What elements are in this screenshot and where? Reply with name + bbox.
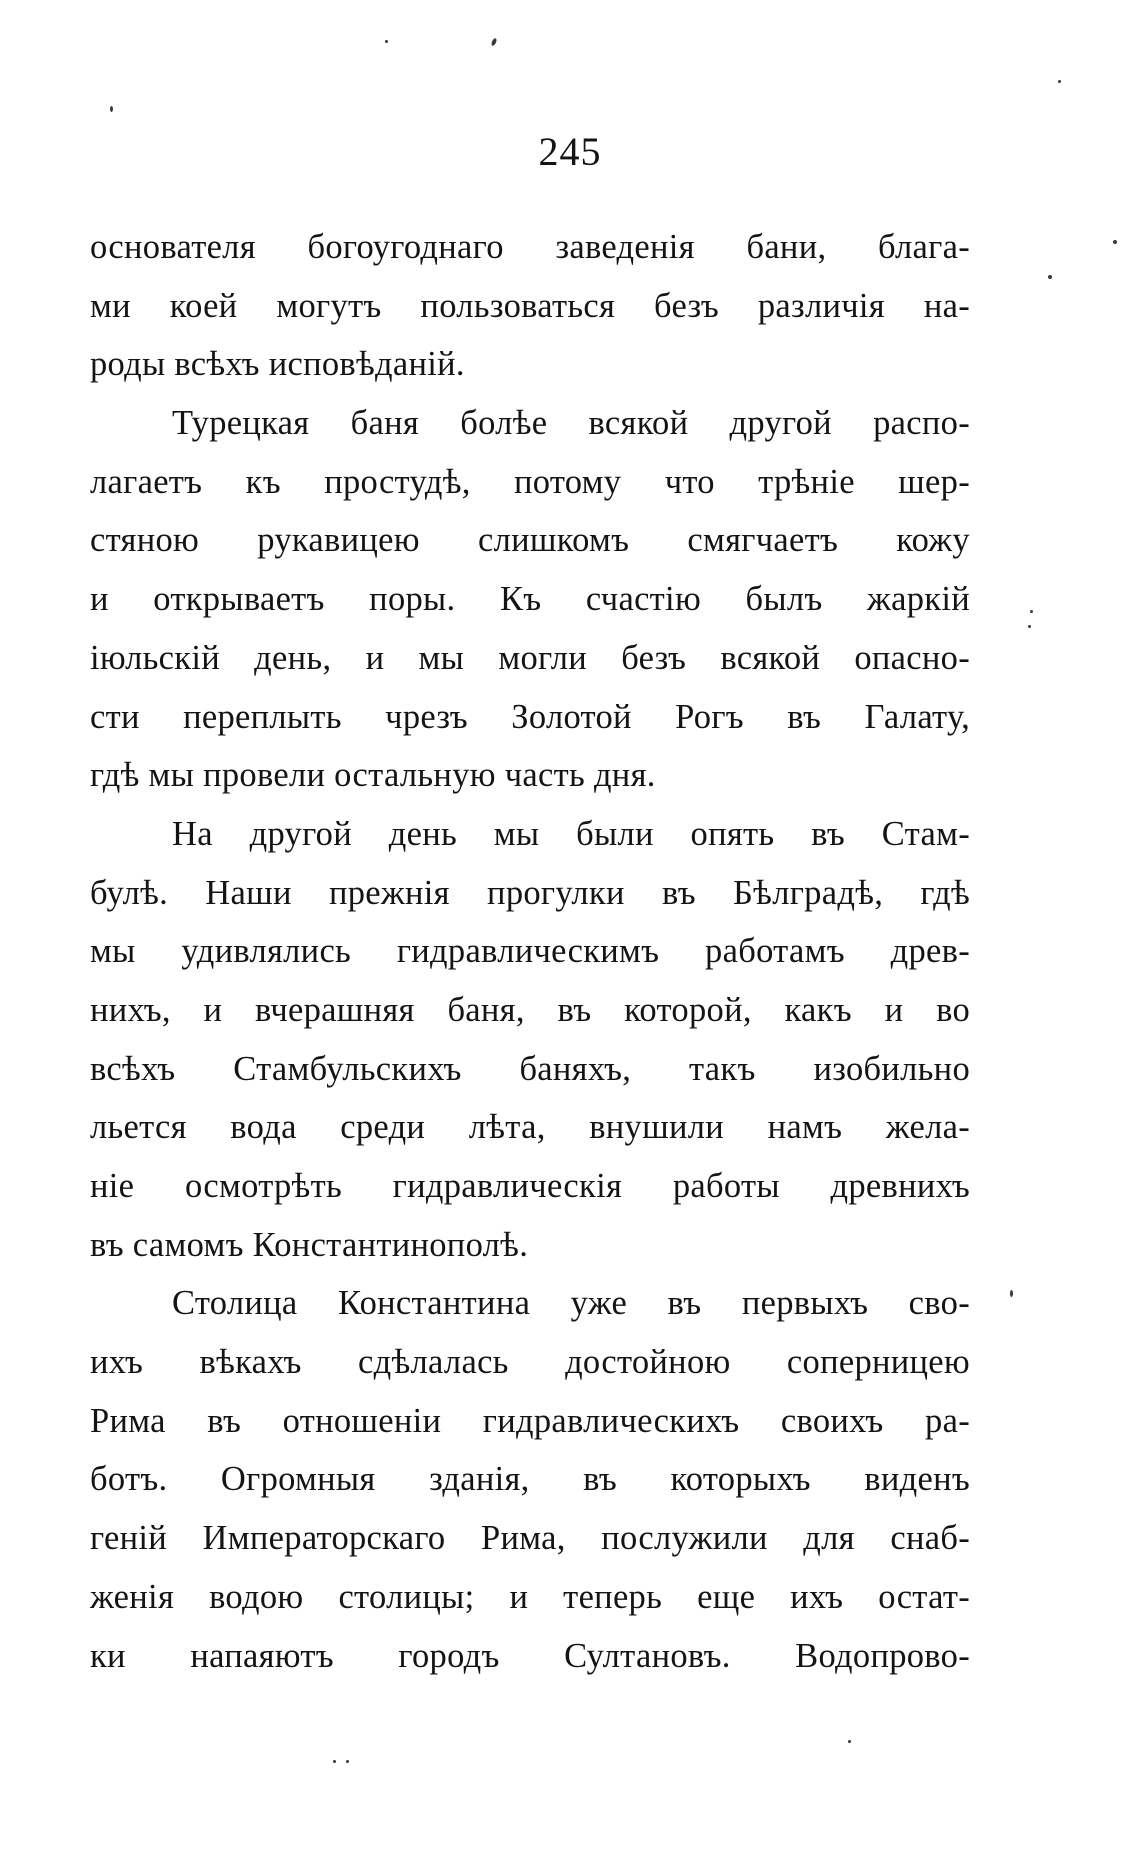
page-number: 245: [538, 129, 602, 174]
scan-speck: [848, 1740, 851, 1743]
scan-speck: [110, 106, 113, 112]
text-line: роды всѣхъ исповѣданій.: [90, 345, 465, 384]
text-line: На другой день мы были опять въ Стам-: [172, 814, 970, 853]
text-line: въ самомъ Константинополѣ.: [90, 1225, 529, 1264]
text-line: Рима въ отношеніи гидравлическихъ своихъ ра-: [90, 1401, 970, 1440]
text-line: лагаетъ къ простудѣ, потому что трѣніе шер-: [90, 462, 970, 501]
scan-speck: [1058, 80, 1061, 83]
text-line: ки напаяютъ городъ Султановъ. Водопрово-: [90, 1636, 970, 1675]
scan-speck: [1030, 610, 1033, 613]
text-line: Столица Константина уже въ первыхъ сво-: [172, 1284, 970, 1323]
scan-speck: [1010, 1290, 1013, 1297]
scan-speck: [1113, 240, 1117, 244]
text-line: стяною рукавицею слишкомъ смягчаетъ кожу: [90, 521, 970, 560]
scan-speck: [1048, 275, 1052, 279]
scan-speck: [490, 38, 497, 47]
text-line: іюльскій день, и мы могли безъ всякой опасно-: [90, 638, 970, 677]
text-line: ми коей могутъ пользоваться безъ различія на-: [90, 286, 970, 325]
text-line: нихъ, и вчерашняя баня, въ которой, какъ и во: [90, 990, 970, 1029]
text-line: ботъ. Огромныя зданія, въ которыхъ виденъ: [90, 1460, 970, 1499]
scan-speck: [1028, 625, 1031, 628]
scan-speck: [333, 1760, 336, 1763]
text-line: булѣ. Наши прежнія прогулки въ Бѣлградѣ, гдѣ: [90, 873, 970, 912]
scan-speck: [346, 1760, 349, 1763]
text-line: ихъ вѣкахъ сдѣлалась достойною соперницею: [90, 1343, 970, 1382]
text-line: геній Императорскаго Рима, послужили для снаб-: [90, 1519, 970, 1558]
body-text: [90, 218, 970, 1685]
text-line: и открываетъ поры. Къ счастію былъ жаркій: [90, 580, 970, 619]
scan-speck: [385, 40, 388, 43]
text-line: мы удивлялись гидравлическимъ работамъ древ-: [90, 932, 970, 971]
text-line: льется вода среди лѣта, внушили намъ жела-: [90, 1108, 970, 1147]
text-line: ніе осмотрѣть гидравлическія работы древнихъ: [90, 1167, 970, 1205]
text-line: сти переплыть чрезъ Золотой Рогъ въ Галату,: [90, 697, 970, 736]
text-line: всѣхъ Стамбульскихъ баняхъ, такъ изобильно: [90, 1049, 970, 1088]
text-line: женія водою столицы; и теперь еще ихъ остат-: [90, 1577, 970, 1616]
text-line: гдѣ мы провели остальную часть дня.: [90, 756, 656, 795]
text-line: Турецкая баня болѣе всякой другой распо-: [172, 404, 970, 443]
text-line: основателя богоугоднаго заведенія бани, блага-: [90, 228, 970, 266]
